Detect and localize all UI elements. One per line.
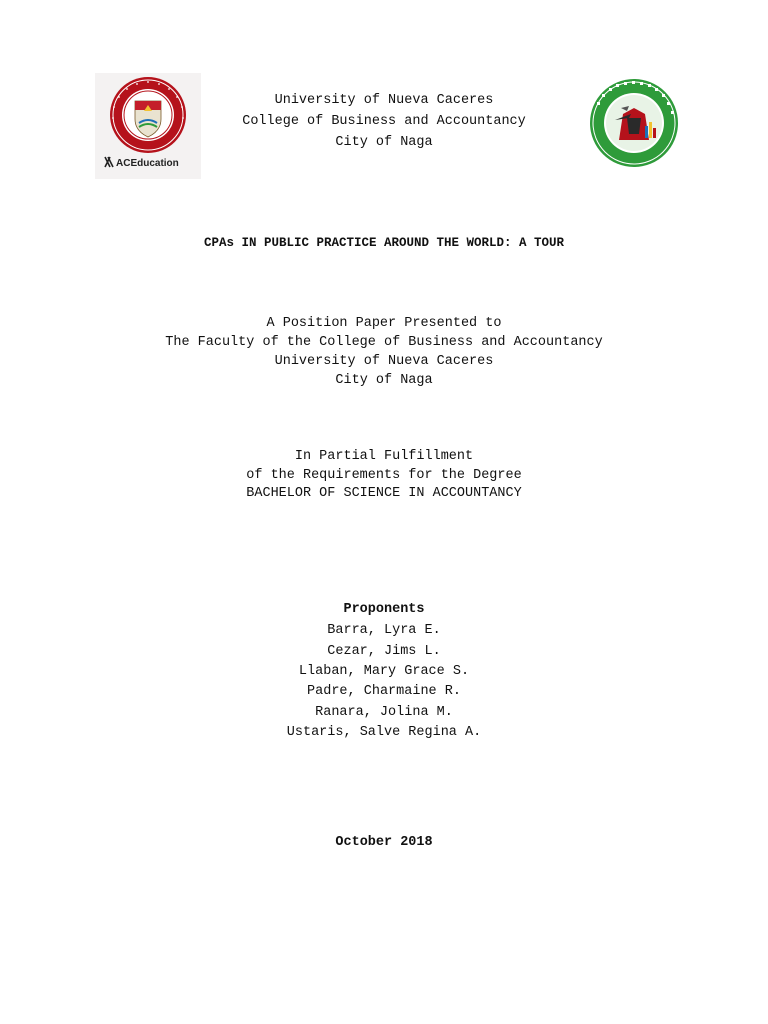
fulfillment-degree: BACHELOR OF SCIENCE IN ACCOUNTANCY bbox=[246, 486, 522, 501]
presentation-line-4: City of Naga bbox=[335, 373, 433, 388]
header-university: University of Nueva Caceres bbox=[274, 93, 494, 108]
svg-text:ACEducation: ACEducation bbox=[116, 158, 179, 169]
proponent-name: Ustaris, Salve Regina A. bbox=[286, 725, 482, 740]
proponent-name: Barra, Lyra E. bbox=[327, 623, 441, 638]
submission-date: October 2018 bbox=[335, 835, 433, 850]
presentation-line-2: The Faculty of the College of Business and Accountancy bbox=[165, 335, 603, 350]
proponent-name: Cezar, Jims L. bbox=[327, 644, 441, 659]
presentation-line-3: University of Nueva Caceres bbox=[274, 354, 494, 369]
paper-title: CPAs IN PUBLIC PRACTICE AROUND THE WORLD: A TOUR bbox=[203, 236, 565, 250]
proponent-name: Llaban, Mary Grace S. bbox=[298, 664, 470, 679]
proponent-name: Padre, Charmaine R. bbox=[307, 684, 461, 699]
header-college: College of Business and Accountancy bbox=[242, 114, 526, 129]
proponents-heading: Proponents bbox=[343, 602, 425, 617]
fulfillment-line-2: of the Requirements for the Degree bbox=[246, 468, 522, 483]
presentation-line-1: A Position Paper Presented to bbox=[266, 316, 502, 331]
proponent-name: Ranara, Jolina M. bbox=[315, 705, 453, 720]
header-city: City of Naga bbox=[335, 135, 433, 150]
fulfillment-line-1: In Partial Fulfillment bbox=[294, 449, 474, 464]
